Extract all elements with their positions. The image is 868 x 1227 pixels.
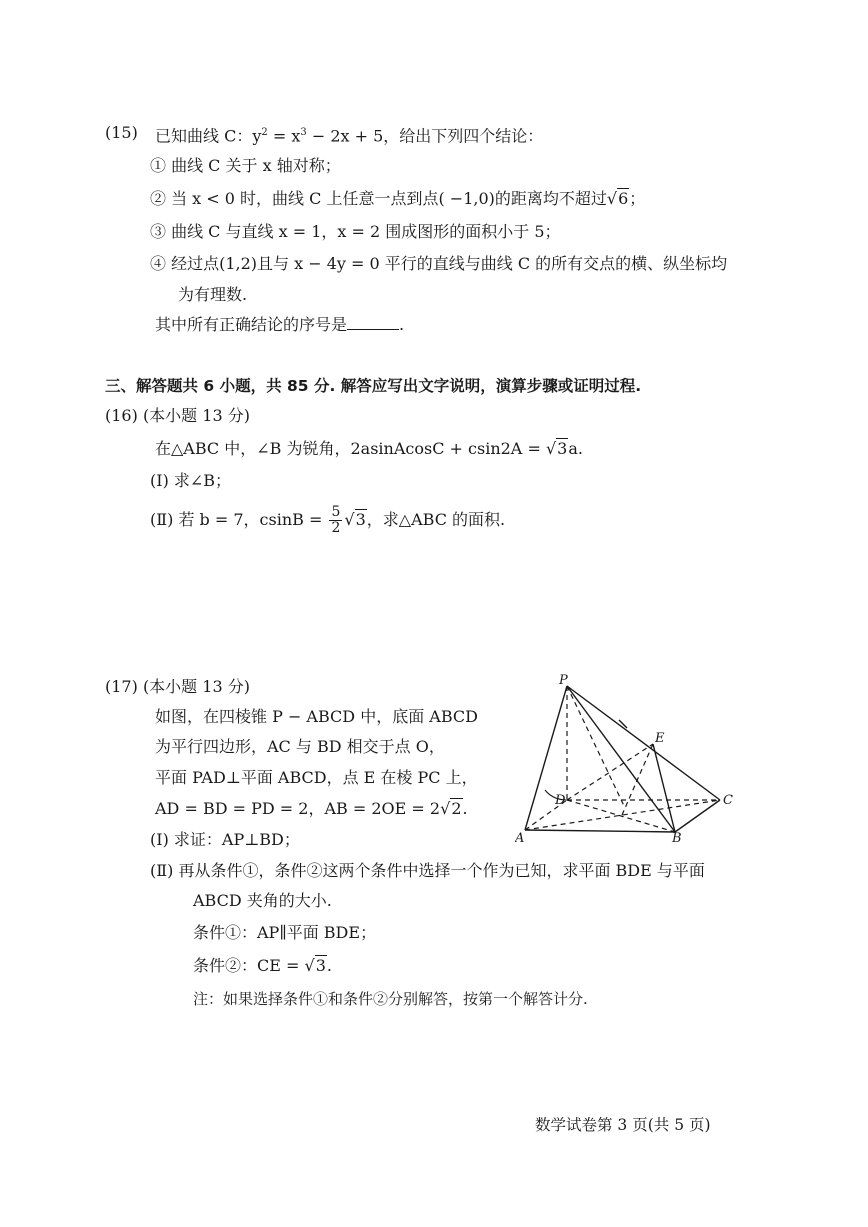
q16-stem: 在△ABC 中，∠B 为锐角，2asinAcosC + csin2A = √3a. — [155, 439, 583, 458]
page-footer: 数学试卷第 3 页(共 5 页) — [535, 1116, 711, 1134]
q17-line-2: 为平行四边形，AC 与 BD 相交于点 O， — [155, 737, 445, 756]
label-D: D — [555, 793, 566, 808]
label-E: E — [655, 731, 665, 746]
edge-PB-hidden — [567, 686, 625, 808]
q15-option-2: ② 当 x < 0 时，曲线 C 上任意一点到点( −1,0)的距离均不超过√6； — [150, 189, 646, 208]
q15-option-1: ① 曲线 C 关于 x 轴对称； — [150, 156, 341, 175]
q15-option-4: ④ 经过点(1,2)且与 x − 4y = 0 平行的直线与曲线 C 的所有交点的横、纵坐标均 — [150, 254, 728, 273]
edge-AB — [525, 830, 675, 832]
q16-header: (16) (本小题 13 分) — [105, 406, 250, 425]
q15-stem: 已知曲线 C：$y^2 = x^3 - 2x + 5$，给出下列四个结论： — [155, 126, 544, 146]
q17-condition-2: 条件②：CE = √3. — [193, 956, 332, 975]
edge-PA — [525, 686, 567, 830]
q15-option-3: ③ 曲线 C 与直线 x = 1，x = 2 围成图形的面积小于 5； — [150, 222, 561, 241]
q17-note: 注：如果选择条件①和条件②分别解答，按第一个解答计分. — [193, 990, 588, 1008]
q17-header: (17) (本小题 13 分) — [105, 677, 250, 696]
q17-line-3: 平面 PAD⊥平面 ABCD，点 E 在棱 PC 上， — [155, 768, 478, 787]
q15-option-4-cont: 为有理数. — [178, 285, 248, 304]
label-B: B — [672, 831, 682, 842]
label-C: C — [723, 793, 733, 808]
q15-question: 其中所有正确结论的序号是 . — [155, 315, 405, 334]
q17-part-2-cont: ABCD 夹角的大小. — [193, 891, 332, 910]
q16-part-2: (Ⅱ) 若 b = 7，csinB = $\frac{5}{2}$ √3，求△ABC 的面积. — [150, 504, 506, 536]
edge-BC — [675, 800, 720, 832]
answer-blank — [347, 315, 399, 330]
q17-part-1: (Ⅰ) 求证：AP⊥BD； — [150, 830, 300, 849]
pyramid-figure — [515, 672, 745, 842]
edge-PC — [567, 686, 720, 800]
section-3-heading: 三、解答题共 6 小题，共 85 分. 解答应写出文字说明，演算步骤或证明过程. — [105, 377, 642, 395]
edge-DB — [567, 800, 675, 832]
edge-PE-tick — [619, 720, 627, 728]
edge-PB — [567, 686, 675, 832]
label-P: P — [559, 673, 568, 688]
edge-DE — [567, 744, 653, 800]
q17-condition-1: 条件①：AP∥平面 BDE； — [193, 923, 377, 942]
q17-part-2: (Ⅱ) 再从条件①，条件②这两个条件中选择一个作为已知，求平面 BDE 与平面 — [150, 861, 705, 880]
edge-EB — [653, 744, 675, 832]
q17-line-1: 如图，在四棱锥 P − ABCD 中，底面 ABCD — [155, 707, 478, 726]
q15-number: (15) — [105, 123, 138, 142]
q16-part-1: (Ⅰ) 求∠B； — [150, 471, 232, 490]
q17-line-4: AD = BD = PD = 2，AB = 2OE = 2√2. — [155, 799, 468, 818]
label-A: A — [515, 831, 525, 842]
